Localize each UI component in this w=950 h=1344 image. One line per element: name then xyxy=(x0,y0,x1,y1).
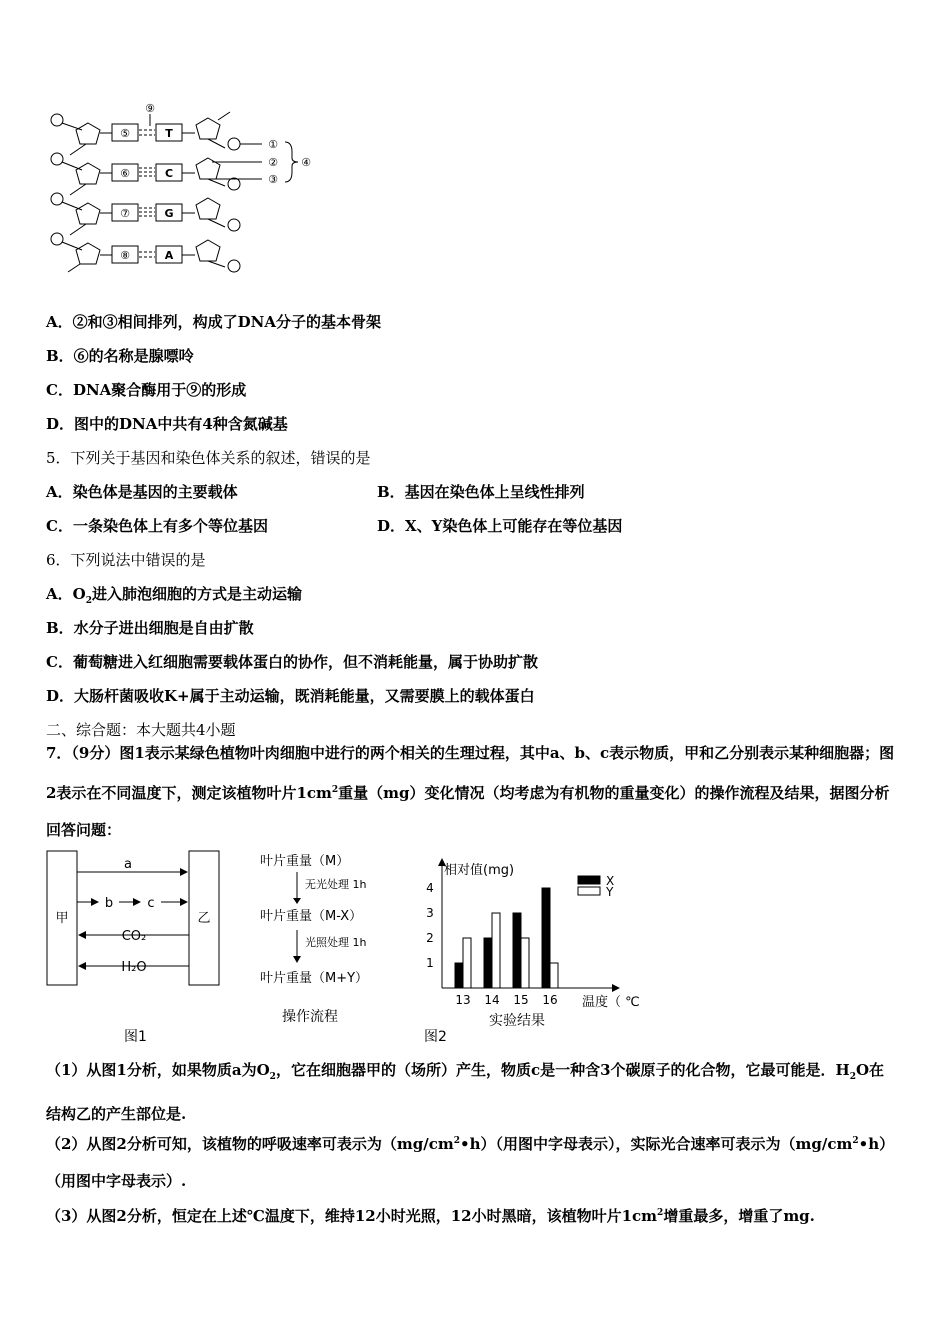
y-axis-label: 相对值(mg) xyxy=(444,863,515,878)
q4-option-b: B．⑥的名称是腺嘌呤 xyxy=(46,347,194,365)
q6-stem: 6．下列说法中错误的是 xyxy=(46,551,206,569)
base-label: ⑦ xyxy=(120,207,130,220)
base-label: ⑤ xyxy=(120,127,130,140)
q5-option-c: C．一条染色体上有多个等位基因 xyxy=(46,517,268,535)
phosphate-circle xyxy=(51,233,63,245)
q5-option-d: D．X、Y染色体上可能存在等位基因 xyxy=(377,517,623,535)
fig1-c: c xyxy=(147,896,155,911)
phosphate-circle xyxy=(51,193,63,205)
deoxyribose-pentagon xyxy=(76,203,100,224)
q7-stem: 7．（9分）图1表示某绿色植物叶肉细胞中进行的两个相关的生理过程，其中a、b、c表示物质，甲和乙分别表示某种细胞器；图2表示在不同温度下，测定该植物叶片$1cm^2$重量（mg）变化情况（均考虑为有机物的重量变化）的操作流程及结果，据图分析回答问题： xyxy=(46,744,895,839)
base-letter: C xyxy=(164,167,174,180)
bar-x xyxy=(513,913,521,988)
flow-step-1: 叶片重量（M） xyxy=(260,854,350,869)
deoxyribose-pentagon xyxy=(196,118,220,139)
phosphate-circle xyxy=(228,219,240,231)
fig1-left-label: 甲 xyxy=(55,911,69,926)
q6-option-a: A．$O_2$进入肺泡细胞的方式是主动运输 xyxy=(46,585,302,606)
label-3: ③ xyxy=(268,173,278,186)
chart-caption: 图2 xyxy=(424,1029,447,1045)
label-1: ① xyxy=(268,138,278,151)
phosphate-circle xyxy=(228,138,240,150)
flow-caption: 操作流程 xyxy=(282,1009,338,1025)
q6-option-d: D．大肠杆菌吸收K+属于主动运输，既消耗能量，又需要膜上的载体蛋白 xyxy=(46,687,535,705)
legend-swatch-x xyxy=(578,876,600,884)
flow-diagram xyxy=(255,850,405,995)
base-letter: T xyxy=(165,127,173,140)
y-tick-label: 2 xyxy=(426,931,434,945)
x-axis-arrow xyxy=(612,984,620,992)
deoxyribose-pentagon xyxy=(76,123,100,144)
x-tick-label: 15 xyxy=(513,993,529,1007)
deoxyribose-pentagon xyxy=(196,240,220,261)
x-tick-label: 16 xyxy=(542,993,558,1007)
fig1-b: b xyxy=(104,896,114,911)
q7-part-1: （1）从图1分析，如果物质a为$O_2$，它在细胞器甲的（场所）产生，物质c是一种含3个碳原子的化合物，它最可能是．$H_2O$在结构乙的产生部位是. xyxy=(46,1061,885,1123)
phosphate-circle xyxy=(51,114,63,126)
phosphate-circle xyxy=(228,260,240,272)
flow-step-2: 叶片重量（M-X） xyxy=(260,909,363,924)
flow-op-1: 无光处理 1h xyxy=(305,878,367,891)
q4-option-d: D．图中的DNA中共有4种含氮碱基 xyxy=(46,415,288,433)
q6-option-b: B．水分子进出细胞是自由扩散 xyxy=(46,619,254,637)
section-heading: 二、综合题：本大题共4小题 xyxy=(46,721,236,739)
deoxyribose-pentagon xyxy=(196,198,220,219)
x-tick-label: 13 xyxy=(455,993,471,1007)
figure-1 xyxy=(46,850,226,990)
bar-x xyxy=(484,938,492,988)
y-tick-label: 1 xyxy=(426,956,434,970)
bar-chart xyxy=(418,850,658,1010)
q7-part-2: （2）从图2分析可知，该植物的呼吸速率可表示为$(mg/cm^2•h)$（用图中字母表示），实际光合速率可表示为$(mg/cm^2•h)$（用图中字母表示）. xyxy=(46,1135,895,1190)
bar-x xyxy=(455,963,463,988)
phosphate-circle xyxy=(51,153,63,165)
bar-y xyxy=(550,963,558,988)
flow-step-3: 叶片重量（M+Y） xyxy=(260,971,369,986)
label-9: ⑨ xyxy=(145,102,155,115)
fig1-h2o: H₂O xyxy=(121,960,147,975)
bar-x xyxy=(542,888,550,988)
deoxyribose-pentagon xyxy=(76,243,100,264)
q6-option-c: C．葡萄糖进入红细胞需要载体蛋白的协作，但不消耗能量，属于协助扩散 xyxy=(46,653,538,671)
q5-stem: 5．下列关于基因和染色体关系的叙述，错误的是 xyxy=(46,449,371,467)
label-4: ④ xyxy=(301,156,311,169)
legend-label-y: Y xyxy=(606,885,614,899)
fig1-co2: CO₂ xyxy=(121,929,147,944)
legend-swatch-y xyxy=(578,887,600,895)
q4-option-a: A．②和③相间排列，构成了DNA分子的基本骨架 xyxy=(46,313,381,331)
bar-y xyxy=(463,938,471,988)
flow-op-2: 光照处理 1h xyxy=(305,936,367,949)
base-letter: G xyxy=(164,207,174,220)
dna-diagram xyxy=(40,100,330,285)
phosphate-circle xyxy=(228,178,240,190)
base-letter: A xyxy=(164,249,174,262)
legend-label-x: X xyxy=(606,874,615,888)
fig1-caption: 图1 xyxy=(124,1029,147,1045)
base-label: ⑧ xyxy=(120,249,130,262)
q4-option-c: C．DNA聚合酶用于⑨的形成 xyxy=(46,381,247,399)
deoxyribose-pentagon xyxy=(196,158,220,179)
fig1-a: a xyxy=(124,857,132,872)
y-tick-label: 3 xyxy=(426,906,434,920)
bar-y xyxy=(492,913,500,988)
label-2: ② xyxy=(268,156,278,169)
fig1-right-label: 乙 xyxy=(197,911,211,926)
deoxyribose-pentagon xyxy=(76,163,100,184)
base-label: ⑥ xyxy=(120,167,130,180)
bar-y xyxy=(521,938,529,988)
y-tick-label: 4 xyxy=(426,881,434,895)
q7-part-3: （3）从图2分析，恒定在上述℃温度下，维持12小时光照，12小时黑暗，该植物叶片$1cm^2$增重最多，增重了mg. xyxy=(46,1207,815,1225)
chart-title: 实验结果 xyxy=(489,1013,545,1029)
q5-option-b: B．基因在染色体上呈线性排列 xyxy=(377,483,585,501)
x-axis-label: 温度（ ℃ xyxy=(582,995,640,1010)
q5-option-a: A．染色体是基因的主要载体 xyxy=(46,483,238,501)
x-tick-label: 14 xyxy=(484,993,500,1007)
